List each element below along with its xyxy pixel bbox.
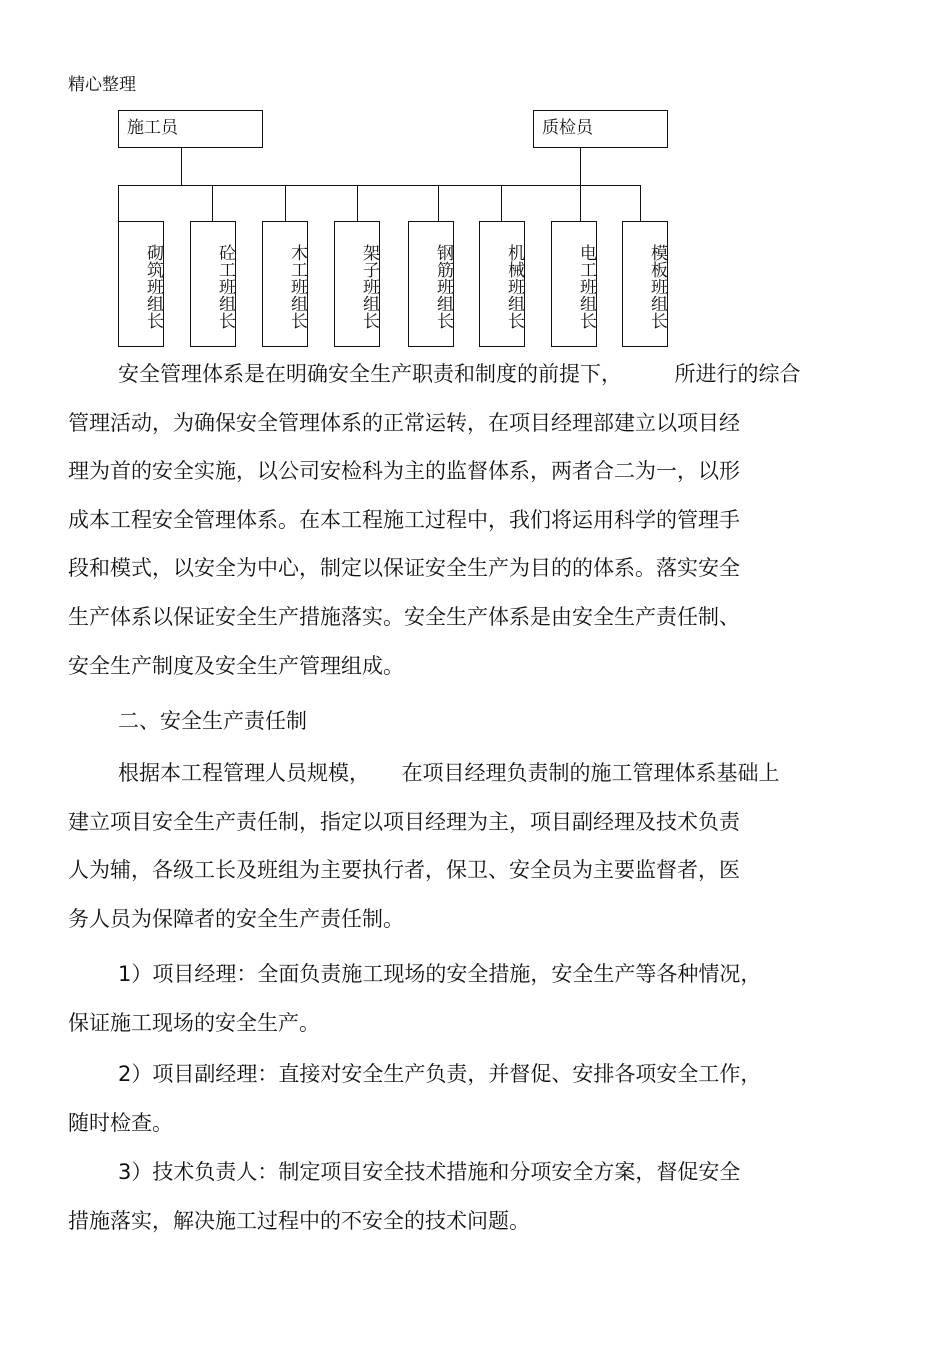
section-title (68, 697, 868, 746)
text-line: 段和模式，以安全为中心，制定以保证安全生产为目的的体系。落实安全 (68, 556, 740, 581)
crew-label: 架子班组长 (359, 243, 379, 329)
paragraph-responsibility (68, 749, 868, 943)
text-line: 成本工程安全管理体系。在本工程施工过程中，我们将运用科学的管理手 (68, 507, 740, 532)
connector-line (212, 185, 213, 221)
connector-line (438, 185, 439, 221)
crew-box (551, 221, 597, 347)
text-line: 1）项目经理：全面负责施工现场的安全措施，安全生产等各种情况， (118, 962, 762, 986)
connector-line (181, 148, 182, 185)
connector-line (501, 185, 502, 221)
connector-line (640, 185, 641, 221)
text-line: 生产体系以保证安全生产措施落实。安全生产体系是由安全生产责任制、 (68, 604, 740, 629)
paragraph-system (68, 350, 868, 690)
section-heading: 二、安全生产责任制 (118, 709, 307, 733)
connector-line (118, 185, 640, 186)
crew-box (479, 221, 525, 347)
org-box-inspector (533, 110, 668, 148)
page-header: 精心整理 (68, 75, 136, 95)
org-box-foreman (118, 110, 263, 148)
list-item-deputy-manager (68, 1050, 868, 1147)
org-chart (0, 0, 950, 360)
crew-label: 木工班组长 (287, 243, 307, 329)
text-line: 3）技术负责人：制定项目安全技术措施和分项安全方案，督促安全 (118, 1160, 741, 1184)
crew-box (262, 221, 308, 347)
text-line: 建立项目安全生产责任制，指定以项目经理为主，项目副经理及技术负责 (68, 809, 740, 834)
crew-box (622, 221, 668, 347)
text-line: 随时检查。 (68, 1110, 173, 1135)
text-line: 2）项目副经理：直接对安全生产负责，并督促、安排各项安全工作， (118, 1062, 762, 1086)
list-item-project-manager (68, 950, 868, 1047)
text-line: 安全生产制度及安全生产管理组成。 (68, 653, 404, 678)
text-line: 人为辅，各级工长及班组为主要执行者，保卫、安全员为主要监督者，医 (68, 858, 740, 883)
text-line: 保证施工现场的安全生产。 (68, 1010, 320, 1035)
connector-line (285, 185, 286, 221)
crew-box (408, 221, 454, 347)
text-line: 务人员为保障者的安全生产责任制。 (68, 906, 404, 931)
crew-label: 钢筋班组长 (433, 243, 453, 329)
crew-label: 电工班组长 (576, 243, 596, 329)
crew-label: 砌筑班组长 (143, 243, 163, 329)
text-line: 措施落实，解决施工过程中的不安全的技术问题。 (68, 1208, 530, 1233)
crew-label: 模板班组长 (647, 243, 667, 329)
crew-box (334, 221, 380, 347)
crew-label: 机械班组长 (504, 243, 524, 329)
crew-label: 砼工班组长 (215, 243, 235, 329)
crew-box (190, 221, 236, 347)
connector-line (118, 185, 119, 221)
org-box-label: 施工员 (127, 118, 178, 138)
text-line: 根据本工程管理人员规模， 在项目经理负责制的施工管理体系基础上 (118, 761, 780, 785)
org-box-label: 质检员 (542, 118, 593, 138)
list-item-tech-lead (68, 1148, 868, 1245)
text-line: 理为首的安全实施，以公司安检科为主的监督体系，两者合二为一，以形 (68, 459, 740, 484)
text-line: 管理活动，为确保安全管理体系的正常运转，在项目经理部建立以项目经 (68, 410, 740, 435)
crew-box (118, 221, 164, 347)
connector-line (357, 185, 358, 221)
text-line: 安全管理体系是在明确安全生产职责和制度的前提下， 所进行的综合 (118, 362, 801, 386)
